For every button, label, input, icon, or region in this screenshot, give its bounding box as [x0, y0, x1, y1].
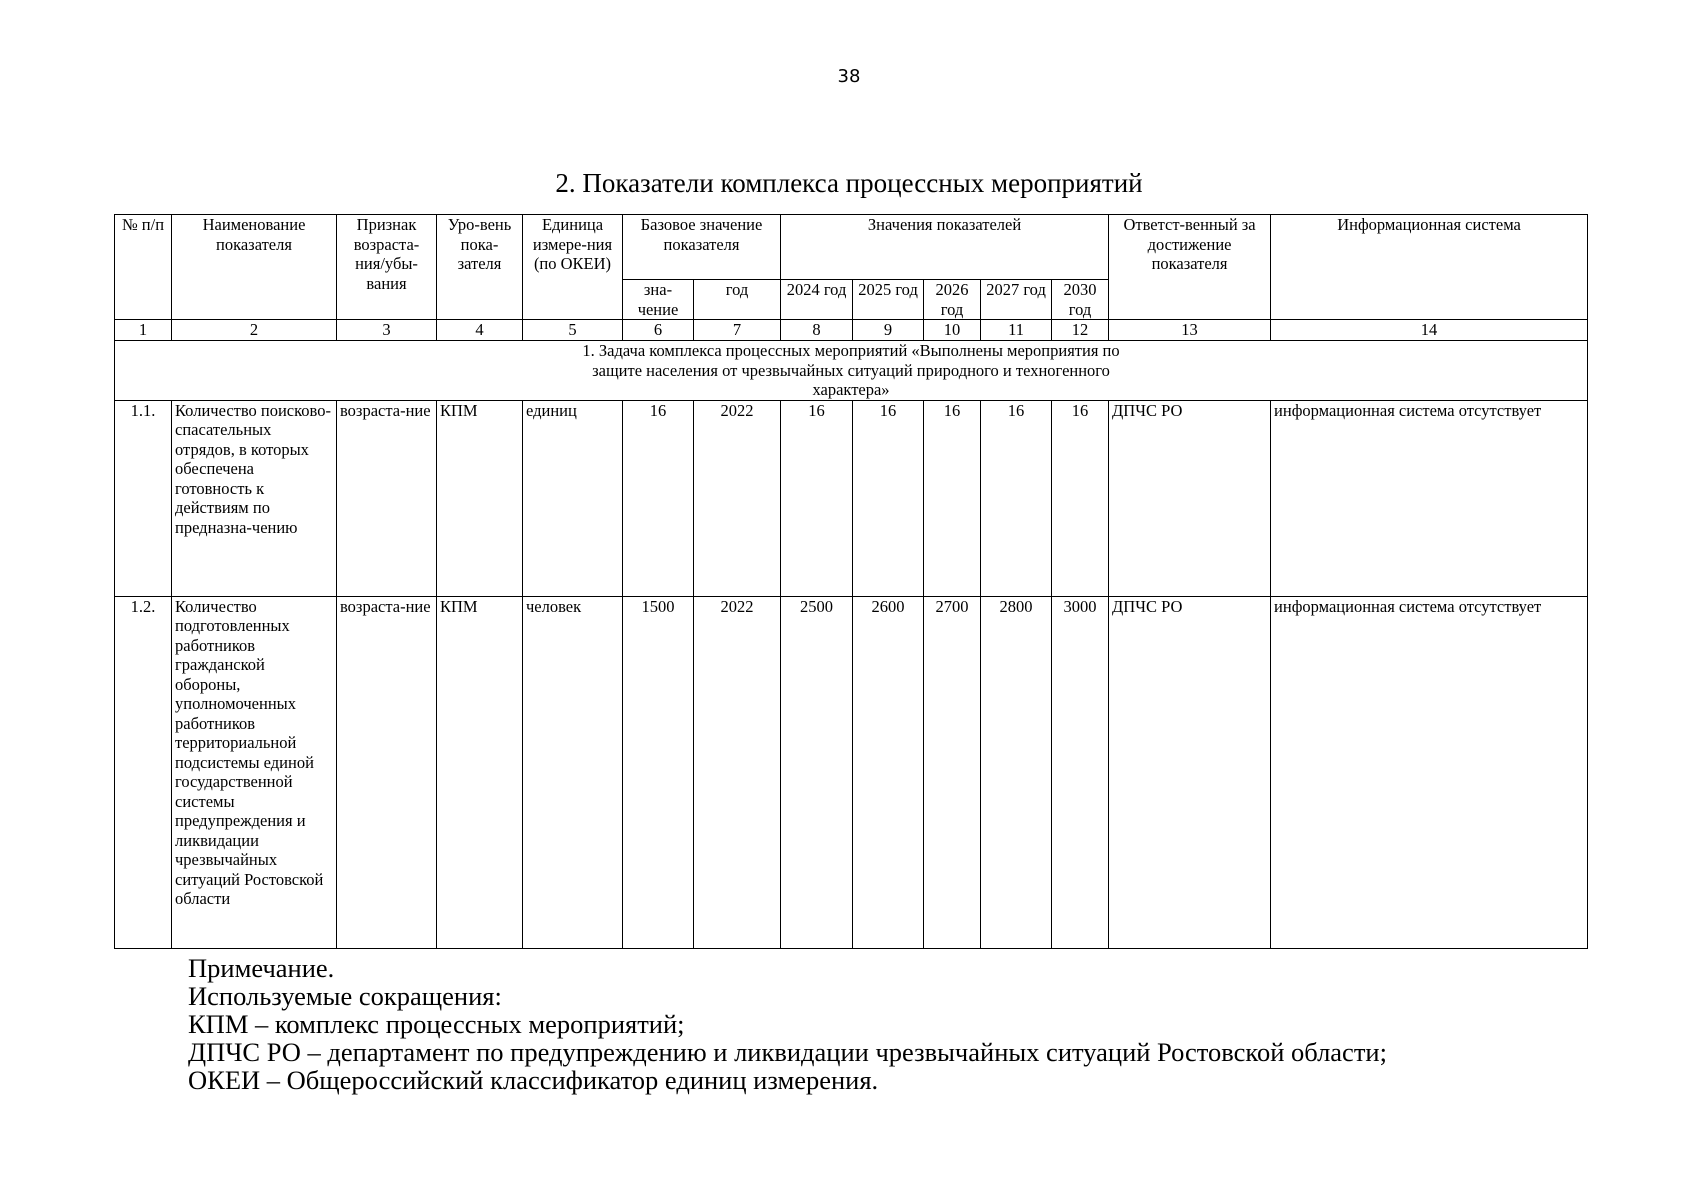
- row-num: 1.1.: [115, 400, 172, 596]
- row-sign: возраста-ние: [337, 596, 437, 948]
- column-numbers-row: [115, 320, 1588, 341]
- row-sign: возраста-ние: [337, 400, 437, 596]
- row-value-2030: 3000: [1052, 596, 1109, 948]
- notes-line: КПМ – комплекс процессных мероприятий;: [188, 1009, 685, 1039]
- row-num: 1.2.: [115, 596, 172, 948]
- header-infosystem: Информационная система: [1271, 215, 1588, 320]
- row-value-2025: 2600: [853, 596, 924, 948]
- column-number: 12: [1052, 320, 1109, 341]
- row-base-value: 1500: [623, 596, 694, 948]
- row-value-2025: 16: [853, 400, 924, 596]
- column-number: 9: [853, 320, 924, 341]
- column-number: 1: [115, 320, 172, 341]
- table-row: [115, 596, 1588, 948]
- indicators-table: [114, 214, 1588, 949]
- column-number: 7: [694, 320, 781, 341]
- row-infosystem: информационная система отсутствует: [1271, 596, 1588, 948]
- page-title: 2. Показатели комплекса процессных мероприятий: [555, 168, 1143, 198]
- header-base-value: зна-чение: [623, 280, 694, 320]
- row-unit: человек: [523, 596, 623, 948]
- header-responsible: Ответст-венный за достижение показателя: [1109, 215, 1271, 320]
- row-base-year: 2022: [694, 596, 781, 948]
- notes-heading: Примечание.: [188, 953, 335, 983]
- row-value-2027: 16: [981, 400, 1052, 596]
- column-number: 8: [781, 320, 853, 341]
- task-row: [115, 341, 1588, 401]
- row-value-2024: 2500: [781, 596, 853, 948]
- table-header-row: [115, 215, 1588, 280]
- row-name: Количество поисково-спасательных отрядов, в которых обеспечена готовность к действиям по предназна-чению: [172, 400, 337, 596]
- header-num: № п/п: [115, 215, 172, 320]
- row-level: КПМ: [437, 596, 523, 948]
- column-number: 3: [337, 320, 437, 341]
- header-sign: Признак возраста-ния/убы-вания: [337, 215, 437, 320]
- header-2024: 2024 год: [781, 280, 853, 320]
- column-number: 4: [437, 320, 523, 341]
- row-responsible: ДПЧС РО: [1109, 596, 1271, 948]
- page-number: 38: [837, 66, 861, 87]
- header-name: Наименование показателя: [172, 215, 337, 320]
- notes-line: ДПЧС РО – департамент по предупреждению и ликвидации чрезвычайных ситуаций Ростовской области;: [188, 1037, 1387, 1067]
- row-level: КПМ: [437, 400, 523, 596]
- column-number: 11: [981, 320, 1052, 341]
- column-number: 2: [172, 320, 337, 341]
- column-number: 13: [1109, 320, 1271, 341]
- row-responsible: ДПЧС РО: [1109, 400, 1271, 596]
- task-title: 1. Задача комплекса процессных мероприятий «Выполнены мероприятия по защите населения от чрезвычайных ситуаций природного и техногенного характера»: [115, 341, 1588, 401]
- header-values: Значения показателей: [781, 215, 1109, 280]
- header-level: Уро-вень пока-зателя: [437, 215, 523, 320]
- row-value-2024: 16: [781, 400, 853, 596]
- row-infosystem: информационная система отсутствует: [1271, 400, 1588, 596]
- header-2027: 2027 год: [981, 280, 1052, 320]
- header-base-year: год: [694, 280, 781, 320]
- row-value-2026: 16: [924, 400, 981, 596]
- header-2026: 2026 год: [924, 280, 981, 320]
- notes-abbreviations-heading: Используемые сокращения:: [188, 981, 502, 1011]
- header-base: Базовое значение показателя: [623, 215, 781, 280]
- notes-line: ОКЕИ – Общероссийский классификатор единиц измерения.: [188, 1065, 879, 1095]
- column-number: 14: [1271, 320, 1588, 341]
- column-number: 5: [523, 320, 623, 341]
- row-name: Количество подготовленных работников гражданской обороны, уполномоченных работников территориальной подсистемы единой государственной системы предупреждения и ликвидации чрезвычайных ситуаций Ростовской области: [172, 596, 337, 948]
- header-2025: 2025 год: [853, 280, 924, 320]
- header-2030: 2030 год: [1052, 280, 1109, 320]
- row-base-year: 2022: [694, 400, 781, 596]
- row-value-2027: 2800: [981, 596, 1052, 948]
- notes-section: [188, 954, 1387, 1094]
- column-number: 6: [623, 320, 694, 341]
- table-row: [115, 400, 1588, 596]
- column-number: 10: [924, 320, 981, 341]
- row-value-2030: 16: [1052, 400, 1109, 596]
- row-value-2026: 2700: [924, 596, 981, 948]
- row-base-value: 16: [623, 400, 694, 596]
- row-unit: единиц: [523, 400, 623, 596]
- header-unit: Единица измере-ния (по ОКЕИ): [523, 215, 623, 320]
